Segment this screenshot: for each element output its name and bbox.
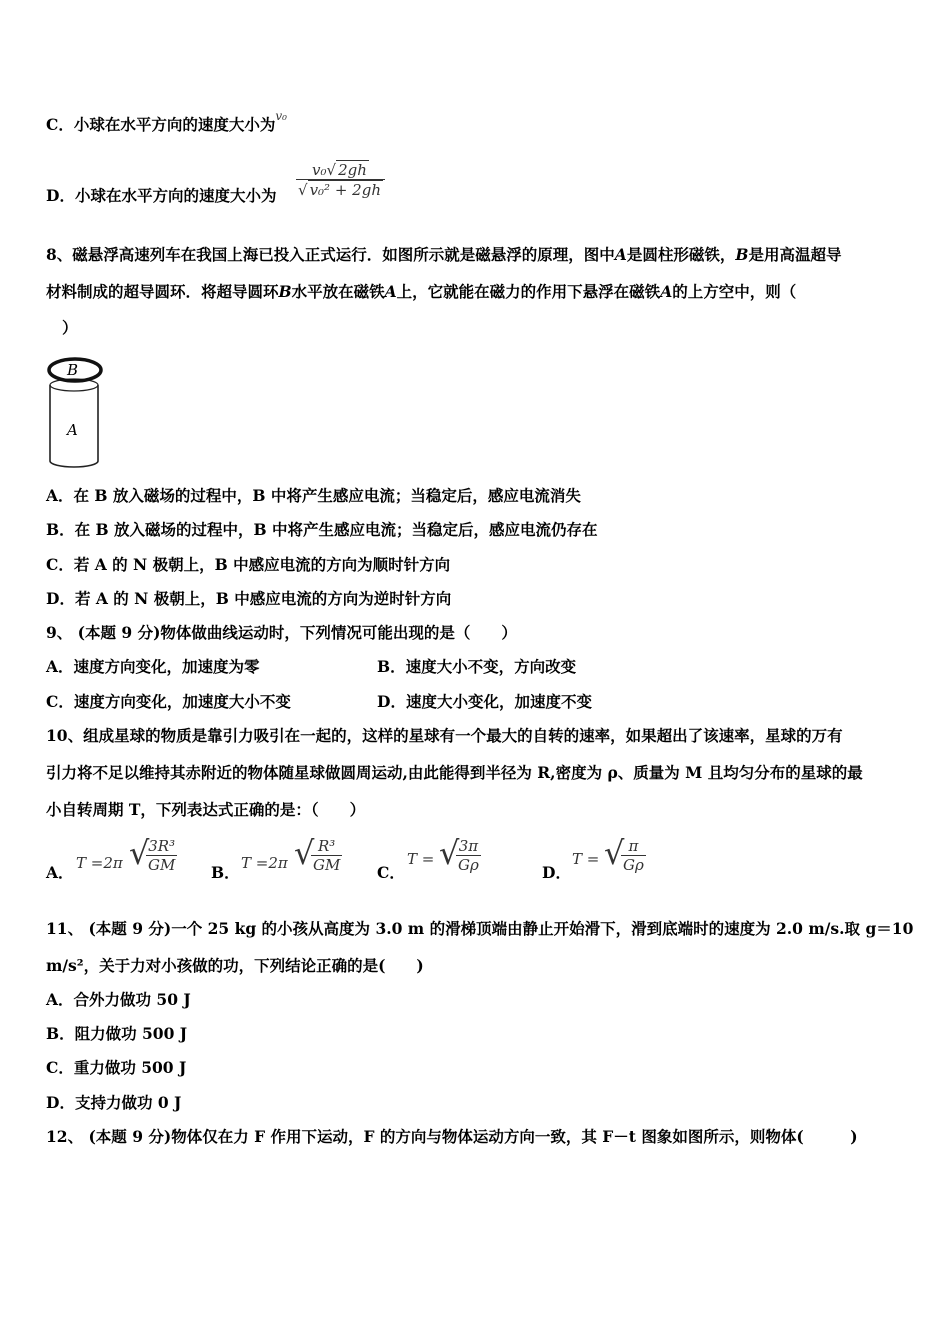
formula-denominator: Gρ (623, 856, 644, 874)
formula-denominator: Gρ (458, 856, 479, 874)
var-b: B (278, 282, 292, 301)
var-a: A (660, 282, 673, 301)
formula-numerator: R³ (311, 837, 342, 856)
q11-option-a: A．合外力做功 50 J (46, 990, 191, 1009)
q11-stem-line1: 11、 (本题 9 分)一个 25 kg 的小孩从高度为 3.0 m 的滑梯顶端由静止开始滑下，滑到底端时的速度为 2.0 m/s.取 g＝10 (46, 919, 914, 938)
option-text: 若 A 的 N 极朝上，B 中感应电流的方向为顺时针方向 (73, 555, 451, 574)
q11-option-d: D．支持力做功 0 J (46, 1093, 182, 1112)
option-label: D． (46, 186, 75, 205)
q8-option-a (46, 486, 581, 506)
q8-option-c (46, 555, 450, 575)
option-label: D． (46, 589, 75, 608)
q8-stem-line2 (46, 282, 796, 302)
formula-denominator: GM (313, 856, 341, 874)
option-label: A． (46, 863, 74, 882)
q9-option-c: C．速度方向变化，加速度大小不变 (46, 692, 291, 711)
option-text: 在 B 放入磁场的过程中，B 中将产生感应电流；当稳定后，感应电流仍存在 (74, 520, 598, 539)
formula-numerator: 3R³ (146, 837, 177, 856)
q10-stem-line3: 小自转周期 T，下列表达式正确的是：（ ） (46, 800, 366, 819)
q9-stem: 9、 (本题 9 分)物体做曲线运动时，下列情况可能出现的是（ ） (46, 623, 517, 642)
q10-stem-line1: 10、组成星球的物质是靠引力吸引在一起的，这样的星球有一个最大的自转的速率，如果超出了该速率，星球的万有 (46, 726, 843, 745)
label-b: B (67, 361, 79, 379)
var-a: A (384, 282, 397, 301)
option-label: C． (377, 863, 405, 882)
q11-option-c: C．重力做功 500 J (46, 1058, 187, 1077)
formula-lhs: T =2π (241, 854, 288, 872)
option-label: D． (542, 863, 571, 882)
option-text: 小球在水平方向的速度大小为 (74, 186, 277, 205)
option-text: 在 B 放入磁场的过程中，B 中将产生感应电流；当稳定后，感应电流消失 (73, 486, 581, 505)
formula-v0: v₀ (275, 109, 287, 123)
option-label: A． (46, 486, 74, 505)
option-label: C． (46, 115, 74, 134)
q7-option-c (46, 109, 287, 136)
formula-numerator-b: 2gh (338, 161, 367, 179)
q8-option-d (46, 589, 451, 609)
var-a: A (614, 245, 627, 264)
formula-radical: √ $\frac{3\pi}{G\rho}$ (439, 834, 479, 874)
text: 是用高温超导 (748, 245, 842, 264)
q9-option-d: D．速度大小变化，加速度不变 (377, 692, 592, 711)
q11-stem-line2: m/s²，关于力对小孩做的功，下列结论正确的是( ) (46, 956, 424, 975)
label-a: A (67, 421, 78, 439)
q7-option-d-formula (296, 160, 385, 199)
option-text: 小球在水平方向的速度大小为 (73, 115, 276, 134)
q8-stem-line1 (46, 245, 841, 265)
formula-lhs: T = (572, 850, 600, 868)
formula-numerator-a: v₀ (312, 161, 327, 179)
option-label: B． (46, 520, 75, 539)
formula-numerator: π (621, 837, 646, 856)
q11-option-b: B．阻力做功 500 J (46, 1024, 188, 1043)
q9-option-b: B．速度大小不变，方向改变 (377, 657, 577, 676)
text: 上，它就能在磁力的作用下悬浮在磁铁 (396, 282, 661, 301)
text: 是圆柱形磁铁， (626, 245, 736, 264)
q10-stem-line2: 引力将不足以维持其赤附近的物体随星球做圆周运动,由此能得到半径为 R,密度为 ρ、质量为 M 且均匀分布的星球的最 (46, 763, 863, 782)
q10-options (46, 832, 746, 892)
option-label: B． (211, 863, 240, 882)
formula-denominator: GM (148, 856, 176, 874)
q12-stem: 12、 (本题 9 分)物体仅在力 F 作用下运动，F 的方向与物体运动方向一致，其 F－t 图象如图所示，则物体( ) (46, 1127, 858, 1146)
formula-numerator: 3π (456, 837, 481, 856)
text: 8、磁悬浮高速列车在我国上海已投入正式运行．如图所示就是磁悬浮的原理，图中 (46, 245, 615, 264)
option-label: C． (46, 555, 74, 574)
fraction: $\frac{\text{v₀√ 2gh}}{\text{√ v₀² + 2gh}}$ (296, 160, 385, 199)
q9-option-a: A．速度方向变化，加速度为零 (46, 657, 260, 676)
formula-radical: √ $\frac{\text{R³}}{GM}$ (294, 834, 341, 874)
formula-radical: √ $\frac{\text{3R³}}{GM}$ (129, 834, 176, 874)
magnet-ring-figure (44, 353, 106, 471)
option-text: 若 A 的 N 极朝上，B 中感应电流的方向为逆时针方向 (74, 589, 452, 608)
formula-lhs: T = (407, 850, 435, 868)
formula-radical: √ $\frac{\pi}{G\rho}$ (604, 834, 644, 874)
text: 的上方空中，则（ (672, 282, 797, 301)
text: 材料制成的超导圆环．将超导圆环 (46, 282, 279, 301)
text: 水平放在磁铁 (291, 282, 385, 301)
formula-lhs: T =2π (76, 854, 123, 872)
var-b: B (735, 245, 749, 264)
q7-option-d (46, 186, 276, 206)
q8-stem-line3: ） (62, 318, 78, 337)
formula-denominator: v₀² + 2gh (309, 181, 381, 199)
q8-option-b (46, 520, 598, 540)
